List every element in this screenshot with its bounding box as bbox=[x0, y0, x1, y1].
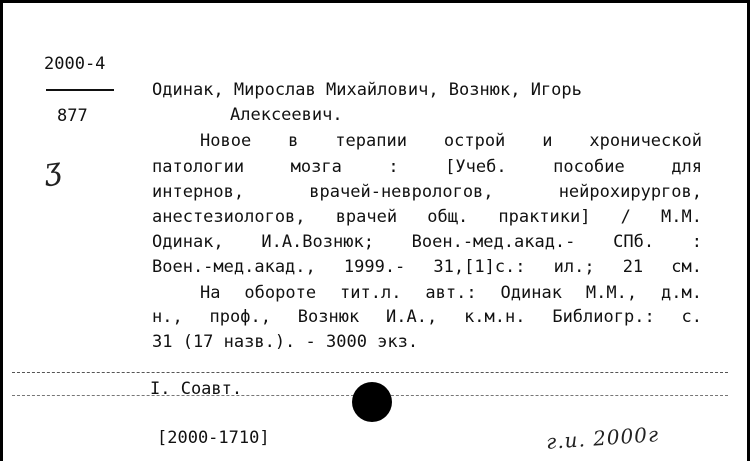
tracing-entry: I. Соавт. bbox=[150, 379, 243, 399]
body-line: Новое в терапии острой и хронической bbox=[200, 131, 702, 151]
body-line: интернов, врачей-неврологов, нейрохирургов, bbox=[152, 182, 702, 202]
note-line: 31 (17 назв.). - 3000 экз. bbox=[152, 332, 419, 352]
body-line: анестезиологов, врачей общ. практики] / М.М. bbox=[152, 207, 702, 227]
call-number-top: 2000-4 bbox=[44, 54, 106, 74]
note-line: н., проф., Вознюк И.А., к.м.н. Библиогр.: с. bbox=[152, 307, 702, 327]
call-number-rule bbox=[46, 89, 114, 91]
author-heading-continuation: Алексеевич. bbox=[230, 105, 343, 125]
author-heading: Одинак, Мирослав Михайлович, Вознюк, Игорь bbox=[152, 80, 582, 100]
punch-hole bbox=[352, 382, 392, 422]
card-left-edge bbox=[0, 0, 3, 461]
handwritten-note: г.и. 2000г bbox=[545, 422, 660, 454]
separator-rule bbox=[12, 372, 728, 373]
body-line: Одинак, И.А.Вознюк; Воен.-мед.акад.- СПб. : bbox=[152, 232, 702, 252]
record-id: [2000-1710] bbox=[157, 428, 270, 448]
call-number-bottom: 877 bbox=[57, 106, 88, 126]
note-line: На обороте тит.л. авт.: Одинак М.М., д.м. bbox=[200, 283, 702, 303]
body-line: Воен.-мед.акад., 1999.- 31,[1]с.: ил.; 21 см. bbox=[152, 257, 702, 277]
body-line: патологии мозга : [Учеб. пособие для bbox=[152, 157, 702, 177]
handwritten-mark: ʒ bbox=[41, 150, 64, 189]
card-top-edge bbox=[0, 0, 750, 3]
